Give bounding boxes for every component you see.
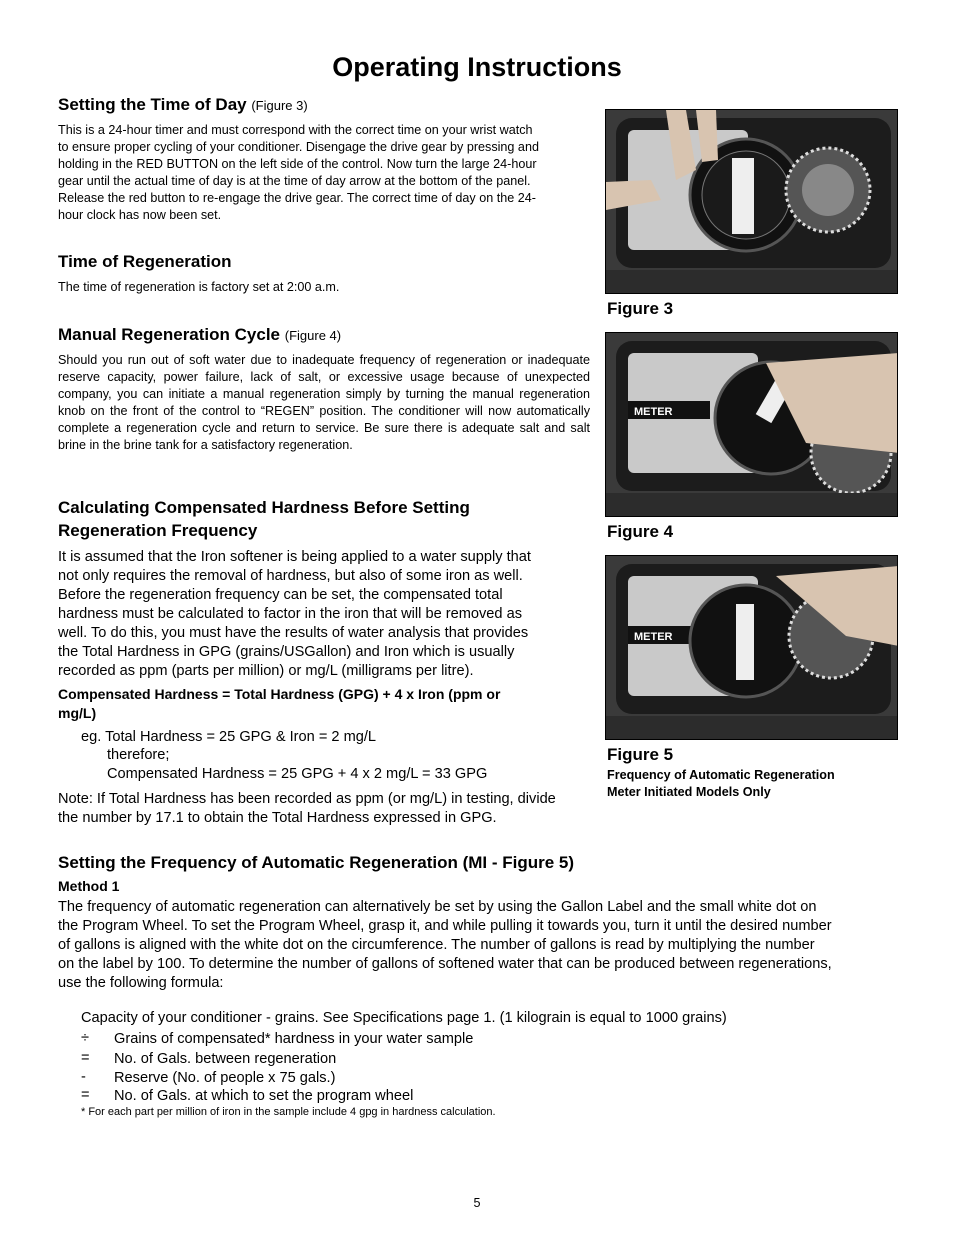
text-line: use the following formula: [58,975,224,991]
heading-line: Calculating Compensated Hardness Before Setting [58,498,470,517]
text-line: It is assumed that the Iron softener is being applied to a water supply that [58,549,531,565]
figure-3-photo [605,109,898,294]
figure-4-caption: Figure 4 [607,522,674,541]
text-line: gear until the actual time of day is at the time of day arrow at the bottom of the panel. [58,174,531,188]
formula-row: No. of Gals. between regeneration [114,1051,337,1067]
meter-label: METER [634,631,673,643]
subcaption-line: Meter Initiated Models Only [607,785,771,799]
text-line: the Total Hardness in GPG (grains/USGallon) and Iron which is usually [58,644,515,660]
text-line: Note: If Total Hardness has been recorded as ppm (or mg/L) in testing, divide [58,791,556,807]
heading-text: Manual Regeneration Cycle [58,325,281,344]
figure-5-photo [605,555,898,740]
formula-symbol: = [81,1050,90,1066]
paragraph-manual-regeneration: Should you run out of soft water due to inadequate frequency of regeneration or inadequate reserve capacity, power failure, lack of salt, or excessive usage because of unexpected company, you can initiate a manual regeneration simply by turning the manual regeneration knob on the front of the control to “REGEN” position. The conditioner will now automatically complete a regeneration cycle and return to service. Be sure there is adequate salt and salt brine in the brine tank for a satisfactory regeneration. [58,353,590,452]
heading-frequency-automatic-regeneration: Setting the Frequency of Automatic Regeneration (MI - Figure 5) [58,853,575,872]
figure-3-caption: Figure 3 [607,299,674,318]
footnote: * For each part per million of iron in the sample include 4 gpg in hardness calculation. [81,1106,496,1118]
figure-reference: (Figure 3) [251,98,308,113]
meter-label: METER [634,406,673,418]
paragraph-time-of-day [58,122,590,224]
text-line: well. To do this, you must have the results of water analysis that provides [58,625,529,641]
text-line: of gallons is aligned with the white dot on the circumference. The number of gallons is read by multiplying the number [58,937,815,953]
text-line: This is a 24-hour timer and must correspond with the correct time on your wrist watch [58,123,533,137]
compensated-hardness-formula [58,685,500,723]
note-paragraph [58,790,556,828]
formula-line: Compensated Hardness = Total Hardness (GPG) + 4 x Iron (ppm or [58,686,501,702]
text-line: Before the regeneration frequency can be set, the compensated total [58,587,503,603]
figure-reference: (Figure 4) [284,328,342,343]
subcaption-line: Frequency of Automatic Regeneration [607,768,835,782]
text-line: on the label by 100. To determine the number of gallons of softened water that can be produced between regenerations, [58,956,832,972]
formula-symbol: - [81,1069,86,1085]
paragraph-time-of-regeneration: The time of regeneration is factory set at 2:00 a.m. [58,280,340,294]
text-line: holding in the RED BUTTON on the left side of the control. Now turn the large 24-hour [58,157,537,171]
text-line: the number by 17.1 to obtain the Total Hardness expressed in GPG. [58,810,497,826]
text-line: recorded as ppm (parts per million) or mg/L (milligrams per litre). [58,663,474,679]
example-line-3: Compensated Hardness = 25 GPG + 4 x 2 mg/L = 33 GPG [107,766,488,782]
formula-symbol: ÷ [81,1030,90,1046]
text-line: the Program Wheel. To set the Program Wheel, grasp it, and while pulling it towards you, turn it until the desired number [58,918,832,934]
text-line: hardness must be calculated to factor in the iron that will be removed as [58,606,522,622]
heading-time-of-regeneration: Time of Regeneration [58,252,232,271]
example-line-1: eg. Total Hardness = 25 GPG & Iron = 2 mg/L [81,729,377,745]
paragraph-method-1 [58,898,832,993]
paragraph-compensated-hardness [58,548,531,681]
heading-compensated-hardness [58,496,470,542]
method-1-label: Method 1 [58,878,120,894]
formula-line: mg/L) [58,705,97,721]
formula-symbol: = [81,1087,90,1103]
heading-text: Setting the Time of Day [58,95,247,114]
text-line: The frequency of automatic regeneration can alternatively be set by using the Gallon Label and the small white dot on [58,899,817,915]
heading-time-of-day [58,93,308,117]
heading-line: Regeneration Frequency [58,521,258,540]
text-line: to ensure proper cycling of your conditioner. Disengage the drive gear by pressing and [58,140,539,154]
capacity-line: Capacity of your conditioner - grains. See Specifications page 1. (1 kilograin is equal to 1000 grains) [81,1010,727,1026]
text-line: Release the red button to re-engage the drive gear. The correct time of day on the 24- [58,191,536,205]
page-title: Operating Instructions [332,52,622,82]
example-line-2: therefore; [107,747,170,763]
figure-4-photo [605,332,898,517]
formula-row: Grains of compensated* hardness in your water sample [114,1031,474,1047]
text-line: hour clock has now been set. [58,208,222,222]
page-number: 5 [473,1196,481,1210]
heading-manual-regeneration [58,323,341,347]
formula-row: No. of Gals. at which to set the program wheel [114,1088,414,1104]
text-line: not only requires the removal of hardness, but also of some iron as well. [58,568,523,584]
figure-5-caption: Figure 5 [607,745,674,764]
formula-row: Reserve (No. of people x 75 gals.) [114,1070,336,1086]
figure-5-subcaption [607,767,835,801]
